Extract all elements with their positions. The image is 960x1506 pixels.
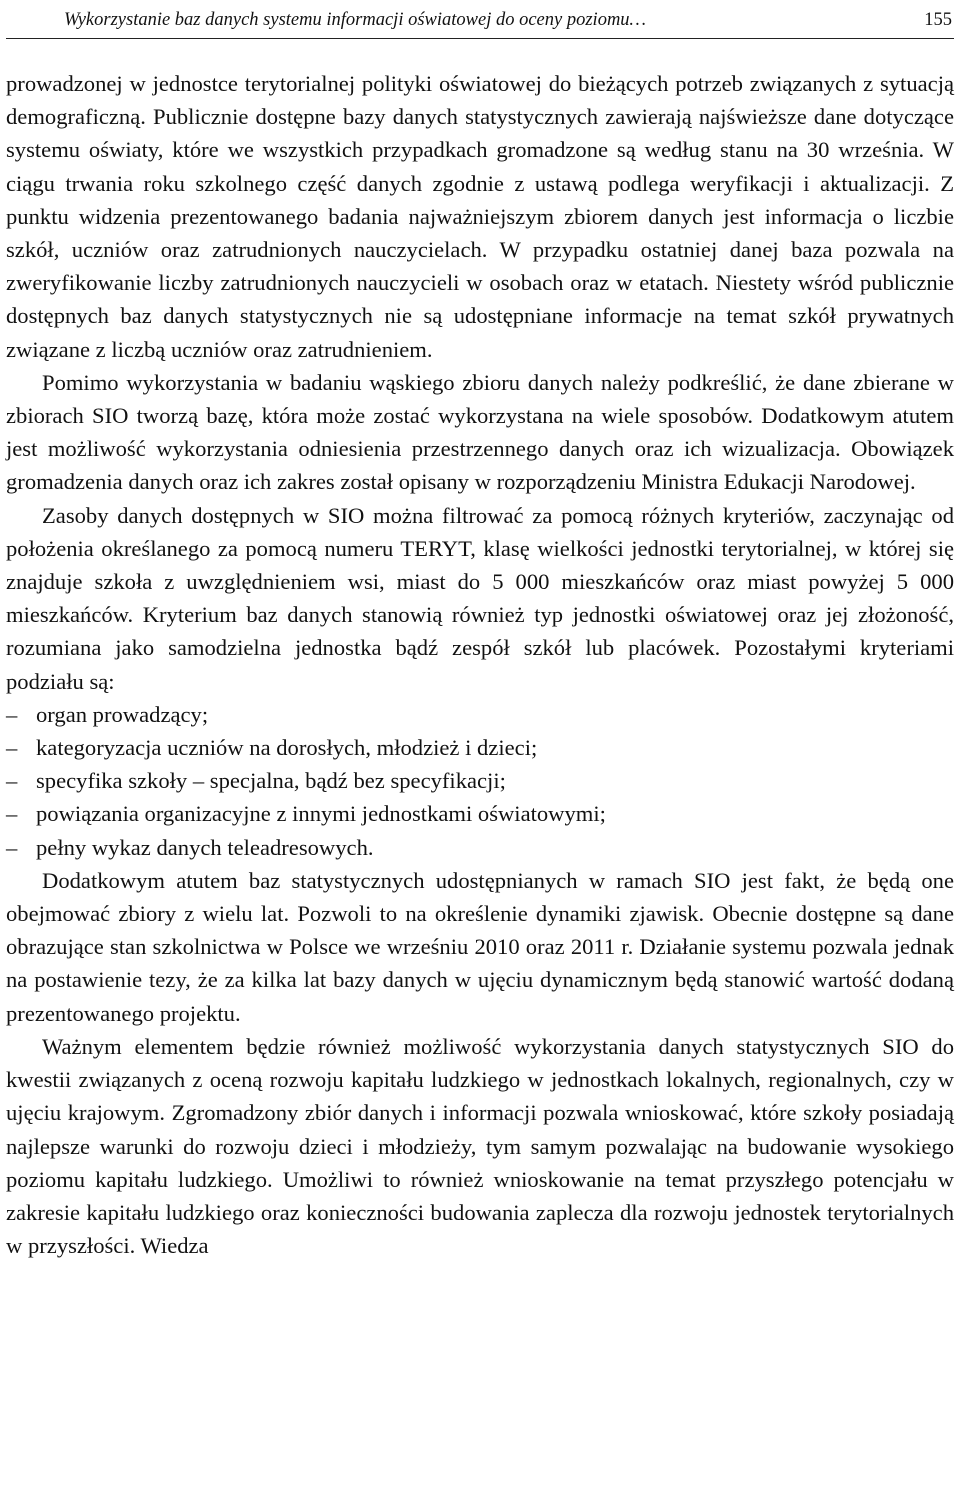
paragraph: Zasoby danych dostępnych w SIO można filtrować za pomocą różnych kryteriów, zaczynając od położenia określanego za pomocą numeru TERYT, klasę wielkości jednostki terytorialnej, w której się znajduje szkoła z uwzględnieniem wsi, miast do 5 000 mieszkańców oraz miast powyżej 5 000 mieszkańców. Kryterium baz danych stanowią również typ jednostki oświatowej oraz jej złożoność, rozumiana jako samodzielna jednostka bądź zespół szkół lub placówek. Pozostałymi kryteriami podziału są: bbox=[6, 502, 954, 694]
list-item: – organ prowadzący; bbox=[6, 698, 954, 731]
list-dash: – bbox=[6, 834, 18, 860]
list-item: – kategoryzacja uczniów na dorosłych, młodzież i dzieci; bbox=[6, 731, 954, 764]
list-dash: – bbox=[6, 768, 18, 794]
list-item: – powiązania organizacyjne z innymi jednostkami oświatowymi; bbox=[6, 797, 954, 830]
page-number: 155 bbox=[924, 10, 952, 30]
paragraph-continued: prowadzonej w jednostce terytorialnej polityki oświatowej do bieżących potrzeb związanych z sytuacją demograficzną. Publicznie dostępne bazy danych statystycznych zawierają najświeższe dane dotyczące systemu oświaty, które we wszystkich przypadkach gromadzone są według stanu na 30 września. W ciągu trwania roku szkolnego część danych zgodnie z ustawą podlega weryfikacji i aktualizacji. Z punktu widzenia prezentowanego badania najważniejszym zbiorem danych jest informacja o liczbie szkół, uczniów oraz zatrudnionych nauczycielach. W przypadku ostatniej danej baza pozwala na zweryfikowanie liczby zatrudnionych nauczycieli w osobach oraz w etatach. Niestety wśród publicznie dostępnych baz danych statystycznych nie są udostępniane informacje na temat szkół prywatnych związane z liczbą uczniów oraz zatrudnieniem. bbox=[6, 71, 954, 362]
paragraph: Pomimo wykorzystania w badaniu wąskiego zbioru danych należy podkreślić, że dane zbierane w zbiorach SIO tworzą bazę, która może zostać wykorzystana na wiele sposobów. Dodatkowym atutem jest możliwość wykorzystania odniesienia przestrzennego danych oraz ich wizualizacja. Obowiązek gromadzenia danych oraz ich zakres został opisany w rozporządzeniu Ministra Edukacji Narodowej. bbox=[6, 369, 954, 495]
list-item: – pełny wykaz danych teleadresowych. bbox=[6, 831, 954, 864]
list-dash: – bbox=[6, 801, 18, 827]
list-dash: – bbox=[6, 701, 18, 727]
body-text bbox=[6, 67, 954, 1262]
running-title: Wykorzystanie baz danych systemu informacji oświatowej do oceny poziomu… bbox=[64, 10, 647, 30]
paragraph: Ważnym elementem będzie również możliwość wykorzystania danych statystycznych SIO do kwestii związanych z oceną rozwoju kapitału ludzkiego w jednostkach lokalnych, regionalnych, czy w ujęciu krajowym. Zgromadzony zbiór danych i informacji pozwala wnioskować, które szkoły posiadają najlepsze warunki do rozwoju dzieci i młodzieży, tym samym pozwalając na budowanie wysokiego poziomu kapitału ludzkiego. Umożliwi to również wnioskowanie na temat przyszłego potencjału w zakresie kapitału ludzkiego oraz konieczności budowania zaplecza dla rozwoju jednostek terytorialnych w przyszłości. Wiedza bbox=[6, 1033, 954, 1259]
running-header bbox=[6, 2, 954, 39]
document-page bbox=[6, 0, 954, 1262]
paragraph: Dodatkowym atutem baz statystycznych udostępnianych w ramach SIO jest fakt, że będą one obejmować zbiory z wielu lat. Pozwoli to na określenie dynamiki zjawisk. Obecnie dostępne są dane obrazujące stan szkolnictwa w Polsce we wrześniu 2010 oraz 2011 r. Działanie systemu pozwala jednak na postawienie tezy, że za kilka lat bazy danych w ujęciu dynamicznym będą stanowić wartość dodaną prezentowanego projektu. bbox=[6, 867, 954, 1026]
criteria-list bbox=[6, 698, 954, 864]
list-item: – specyfika szkoły – specjalna, bądź bez specyfikacji; bbox=[6, 764, 954, 797]
list-dash: – bbox=[6, 735, 18, 761]
